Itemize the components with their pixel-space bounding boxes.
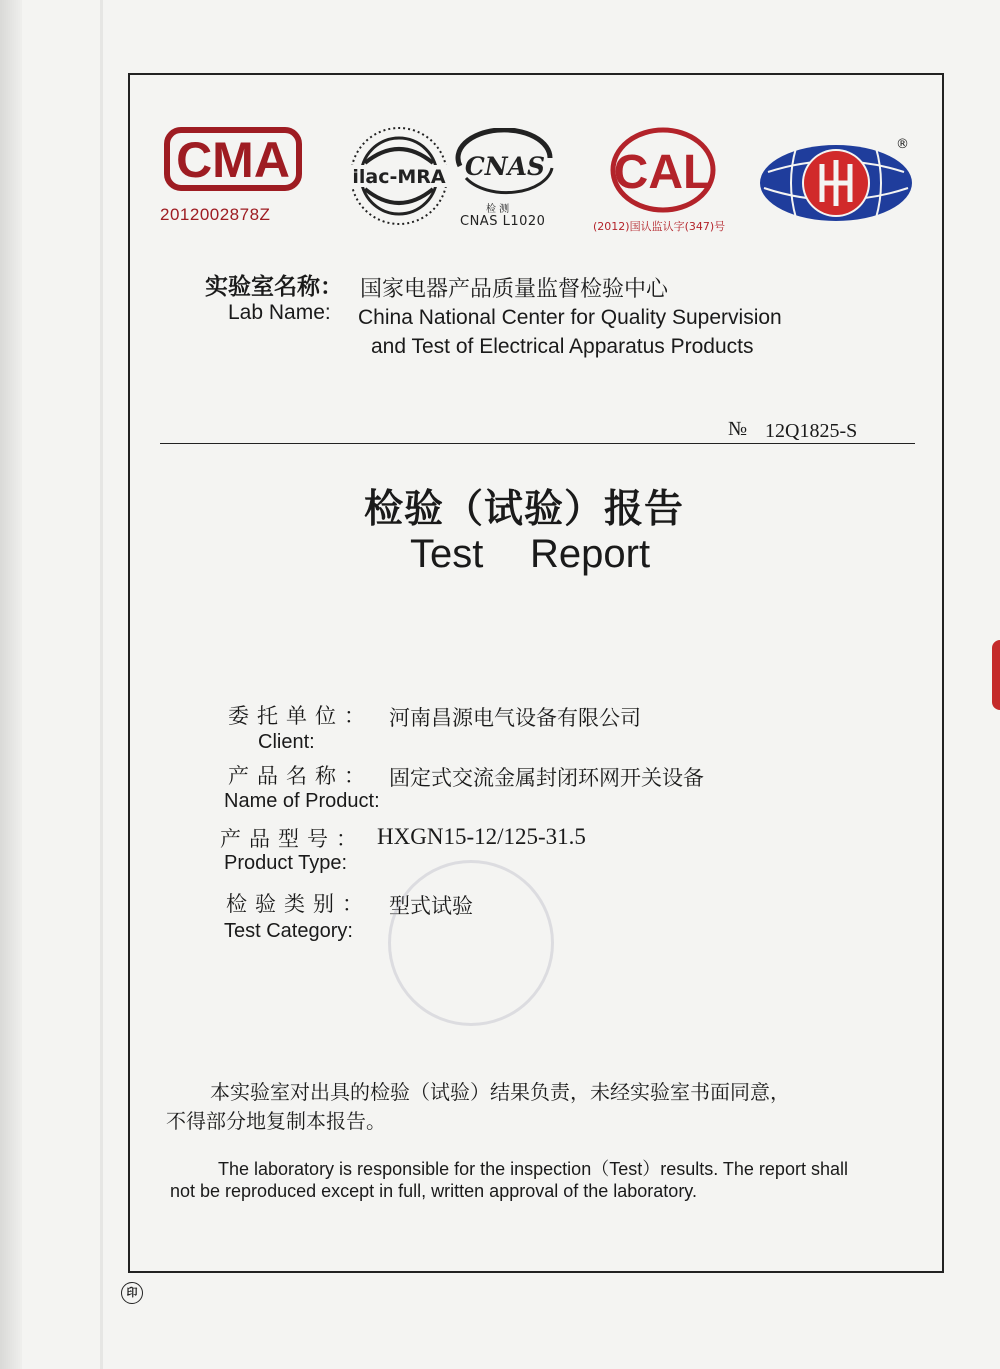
product-name-value: 固定式交流金属封闭环网开关设备: [389, 766, 704, 790]
disclaimer-en-line2: not be reproduced except in full, written approval of the laboratory.: [170, 1181, 697, 1201]
cal-logo: [608, 126, 718, 216]
report-title-cn: 检验（试验）报告: [364, 487, 685, 532]
registered-mark: ®: [896, 137, 909, 152]
report-title-en-test: Test: [410, 532, 484, 576]
client-value: 河南昌源电气设备有限公司: [389, 706, 641, 730]
report-number: 12Q1825-S: [765, 420, 858, 442]
test-category-en-label: Test Category:: [224, 920, 353, 942]
client-cn-label: 委托单位：: [228, 704, 373, 728]
product-name-en-label: Name of Product:: [224, 790, 380, 812]
page-tab-marker: [992, 640, 1000, 710]
printer-mark-icon: 印: [121, 1282, 143, 1304]
product-type-value: HXGN15-12/125-31.5: [377, 824, 586, 849]
client-en-label: Client:: [258, 731, 315, 753]
product-name-cn-label: 产品名称：: [228, 764, 373, 788]
cnas-logo-text: CNAS: [464, 152, 546, 181]
faded-official-seal: [388, 860, 554, 1026]
disclaimer-en-line1: The laboratory is responsible for the inspection（Test）results. The report shall: [218, 1159, 848, 1179]
lab-name-en-line1: China National Center for Quality Supervision: [358, 306, 782, 329]
globe-quality-logo: [756, 142, 916, 224]
ilac-logo-text: ilac-MRA: [352, 166, 446, 188]
lab-name-cn-label: 实验室名称：: [205, 274, 343, 300]
cma-number: 2012002878Z: [160, 205, 271, 224]
product-type-cn-label: 产品型号：: [220, 827, 365, 851]
lab-name-cn-value: 国家电器产品质量监督检验中心: [360, 277, 669, 302]
report-number-symbol: №: [728, 418, 748, 440]
report-number-rule: [160, 443, 915, 444]
report-title-en-report: Report: [530, 532, 651, 576]
page-fold-line: [100, 0, 103, 1369]
product-type-en-label: Product Type:: [224, 852, 348, 874]
test-category-value: 型式试验: [389, 894, 473, 918]
cal-accreditation-text: (2012)国认监认字(347)号: [593, 220, 726, 233]
cnas-subtitle: 检 测: [486, 204, 510, 215]
cal-logo-text: CAL: [613, 146, 713, 199]
lab-name-en-line2: and Test of Electrical Apparatus Products: [371, 335, 754, 358]
page-binding-edge: [0, 0, 22, 1369]
disclaimer-cn-line1: 本实验室对出具的检验（试验）结果负责，未经实验室书面同意，: [210, 1080, 790, 1104]
test-category-cn-label: 检验类别：: [226, 892, 371, 916]
ilac-mra-logo: [347, 125, 451, 227]
cma-logo: [164, 125, 302, 195]
cnas-logo: [452, 128, 558, 202]
cnas-code: CNAS L1020: [460, 214, 546, 229]
disclaimer-cn-line2: 不得部分地复制本报告。: [166, 1109, 386, 1133]
cma-logo-text: CMA: [176, 132, 290, 188]
lab-name-en-label: Lab Name:: [228, 301, 331, 324]
